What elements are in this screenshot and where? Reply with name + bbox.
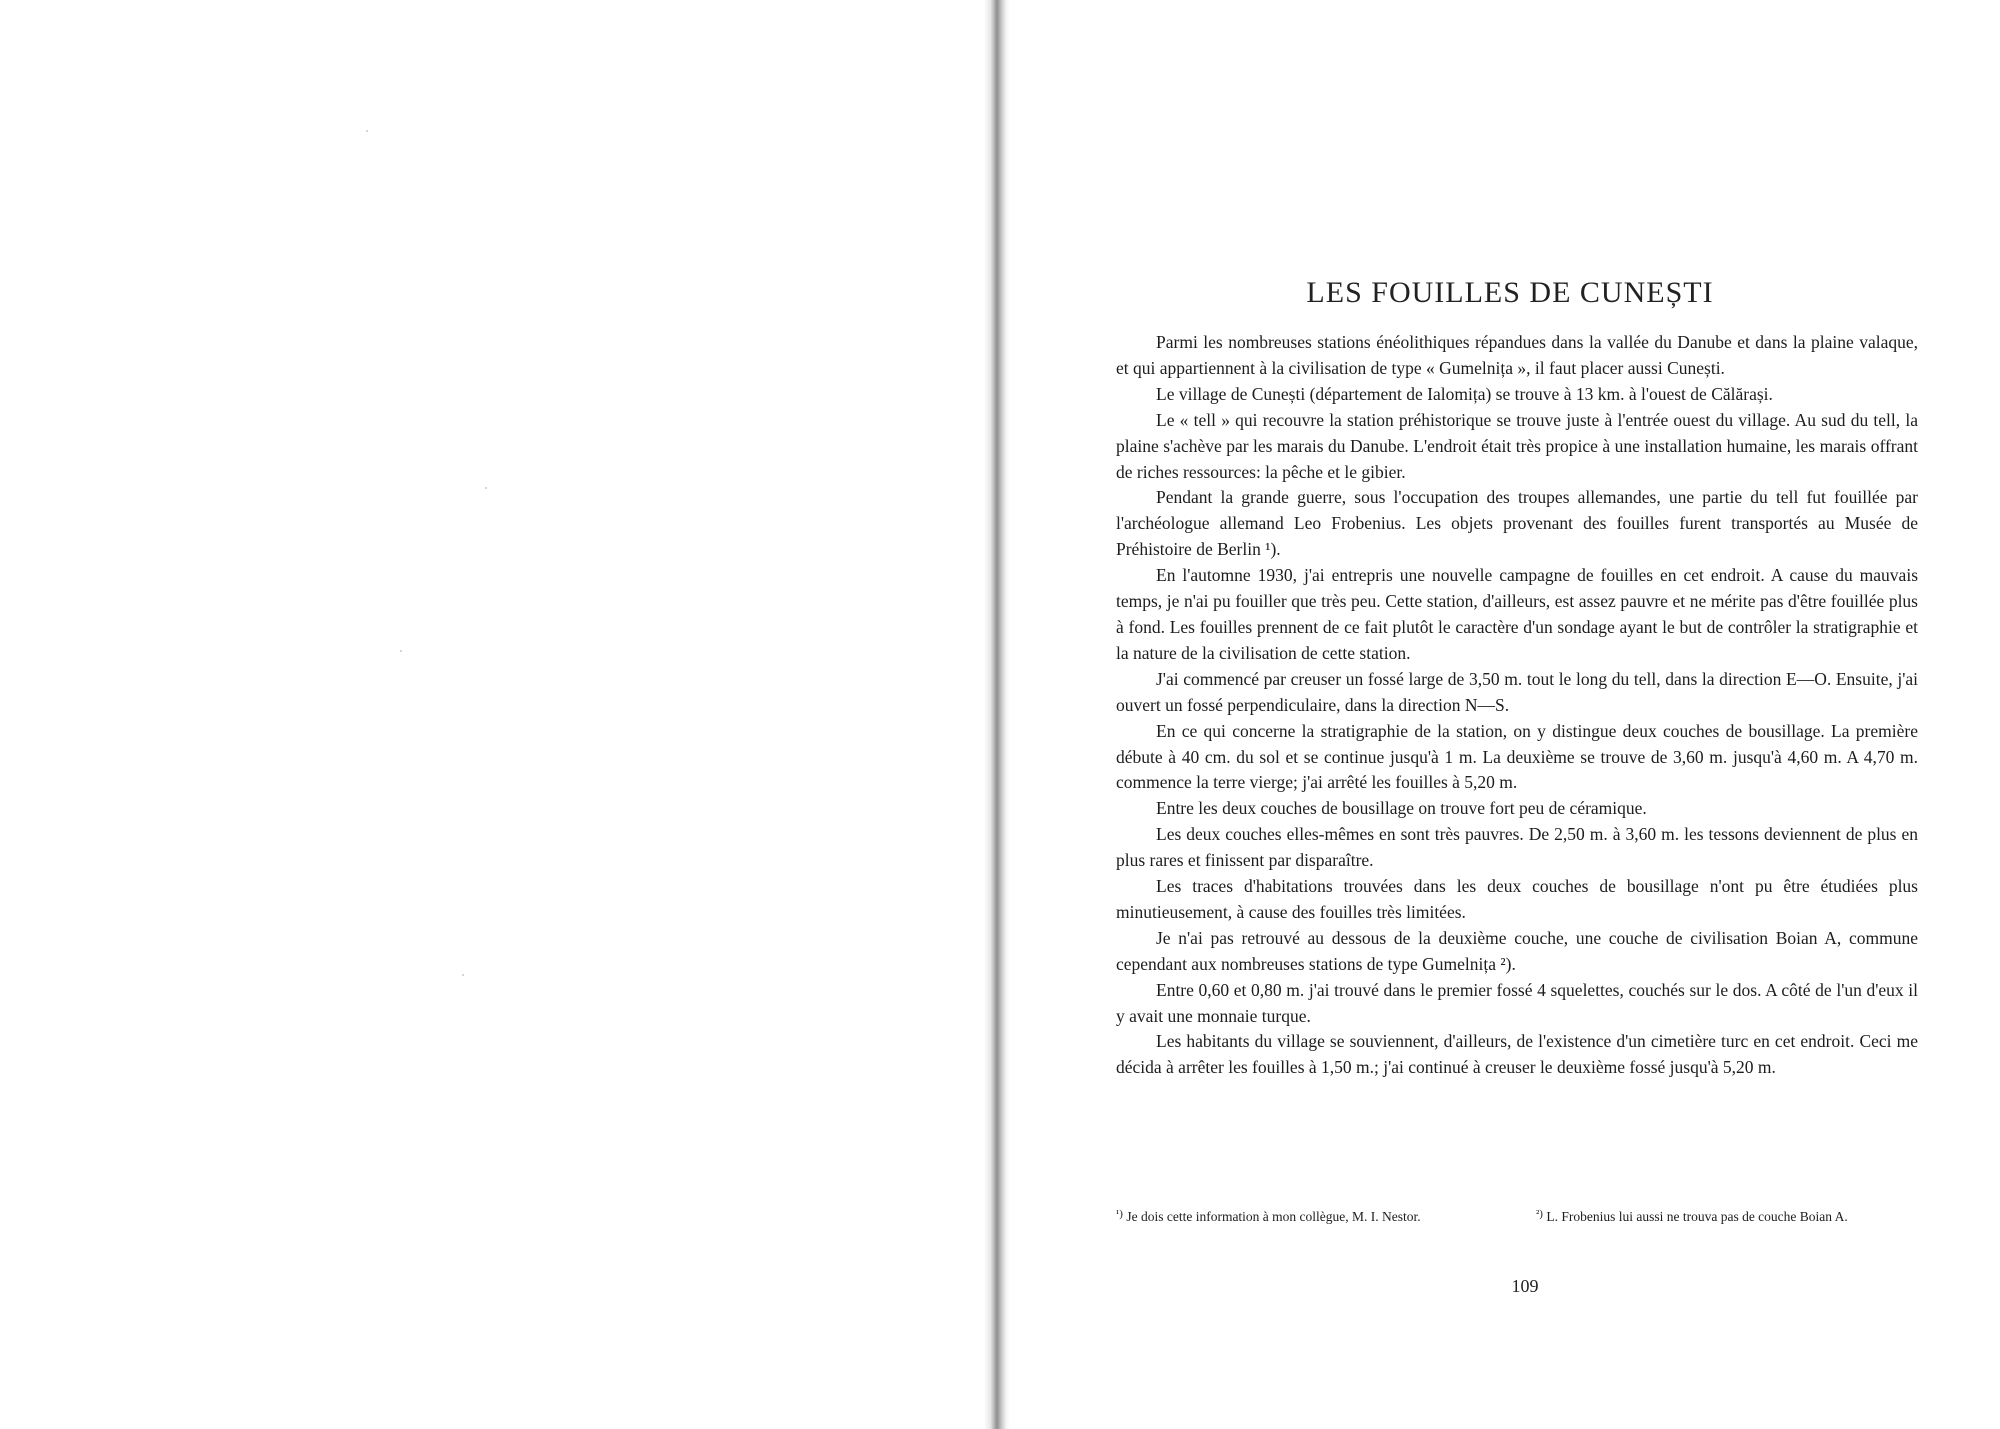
- paragraph: Entre 0,60 et 0,80 m. j'ai trouvé dans le premier fossé 4 squelettes, couchés sur le dos. A côté de l'un d'eux il y avait une monnaie turque.: [1116, 979, 1918, 1026]
- footnote-text: L. Frobenius lui aussi ne trouva pas de couche Boian A.: [1546, 1209, 1848, 1224]
- left-page-blank: [0, 0, 990, 1429]
- paper-speck: [462, 974, 464, 976]
- article-body: [1116, 330, 1918, 1081]
- footnote-mark: ¹): [1116, 1208, 1123, 1220]
- page-number: 109: [1511, 1276, 1539, 1296]
- paragraph: Les deux couches elles-mêmes en sont très pauvres. De 2,50 m. à 3,60 m. les tessons deviennent de plus en plus rares et finissent par disparaître.: [1116, 824, 1918, 871]
- footnote-text: Je dois cette information à mon collègue, M. I. Nestor.: [1126, 1209, 1421, 1224]
- paragraph: En l'automne 1930, j'ai entrepris une nouvelle campagne de fouilles en cet endroit. A cause du mauvais temps, je n'ai pu fouiller que très peu. Cette station, d'ailleurs, est assez pauvre et ne mérite pas d'être fouillée plus à fond. Les fouilles prennent de ce fait plutôt le caractère d'un sondage ayant le but de contrôler la stratigraphie et la nature de la civilisation de cette station.: [1116, 565, 1918, 663]
- paper-speck: [400, 650, 402, 652]
- paragraph: Le « tell » qui recouvre la station préhistorique se trouve juste à l'entrée ouest du village. Au sud du tell, la plaine s'achève par les marais du Danube. L'endroit était très propice à une installation humaine, les marais offrant de riches ressources: la pêche et le gibier.: [1116, 409, 1918, 482]
- footnote-1: [1116, 1203, 1488, 1228]
- paragraph: Les traces d'habitations trouvées dans les deux couches de bousillage n'ont pu être étudiées plus minutieusement, à cause des fouilles très limitées.: [1116, 876, 1918, 922]
- paper-speck: [485, 487, 487, 489]
- paragraph: J'ai commencé par creuser un fossé large de 3,50 m. tout le long du tell, dans la direction E—O. Ensuite, j'ai ouvert un fossé perpendiculaire, dans la direction N—S.: [1116, 668, 1918, 715]
- article-title: LES FOUILLES DE CUNEȘTI: [1306, 276, 1714, 309]
- book-gutter-fold: [984, 0, 1010, 1429]
- paragraph: Entre les deux couches de bousillage on trouve fort peu de céramique.: [1156, 798, 1647, 819]
- paragraph: Les habitants du village se souviennent, d'ailleurs, de l'existence d'un cimetière turc en cet endroit. Ceci me décida à arrêter les fouilles à 1,50 m.; j'ai continué à creuser le deuxième fossé jusqu'à 5,20 m.: [1116, 1031, 1918, 1078]
- paragraph: Je n'ai pas retrouvé au dessous de la deuxième couche, une couche de civilisation Boian A, commune cependant aux nombreuses stations de type Gumelnița ²).: [1116, 927, 1918, 974]
- footnote-mark: ²): [1536, 1208, 1543, 1220]
- footnote-2: [1536, 1203, 1922, 1228]
- paper-speck: [366, 130, 368, 132]
- paragraph: Pendant la grande guerre, sous l'occupation des troupes allemandes, une partie du tell fut fouillée par l'archéologue allemand Leo Frobenius. Les objets provenant des fouilles furent transportés au Musée de Préhistoire de Berlin ¹).: [1116, 487, 1918, 560]
- paragraph: Le village de Cunești (département de Ialomița) se trouve à 13 km. à l'ouest de Călărași.: [1156, 383, 1773, 404]
- paragraph: En ce qui concerne la stratigraphie de la station, on y distingue deux couches de bousillage. La première débute à 40 cm. du sol et se continue jusqu'à 1 m. La deuxième se trouve de 3,60 m. jusqu'à 4,60 m. A 4,70 m. commence la terre vierge; j'ai arrêté les fouilles à 5,20 m.: [1116, 720, 1918, 793]
- paragraph: Parmi les nombreuses stations énéolithiques répandues dans la vallée du Danube et dans la plaine valaque, et qui appartiennent à la civilisation de type « Gumelnița », il faut placer aussi Cunești.: [1116, 332, 1918, 378]
